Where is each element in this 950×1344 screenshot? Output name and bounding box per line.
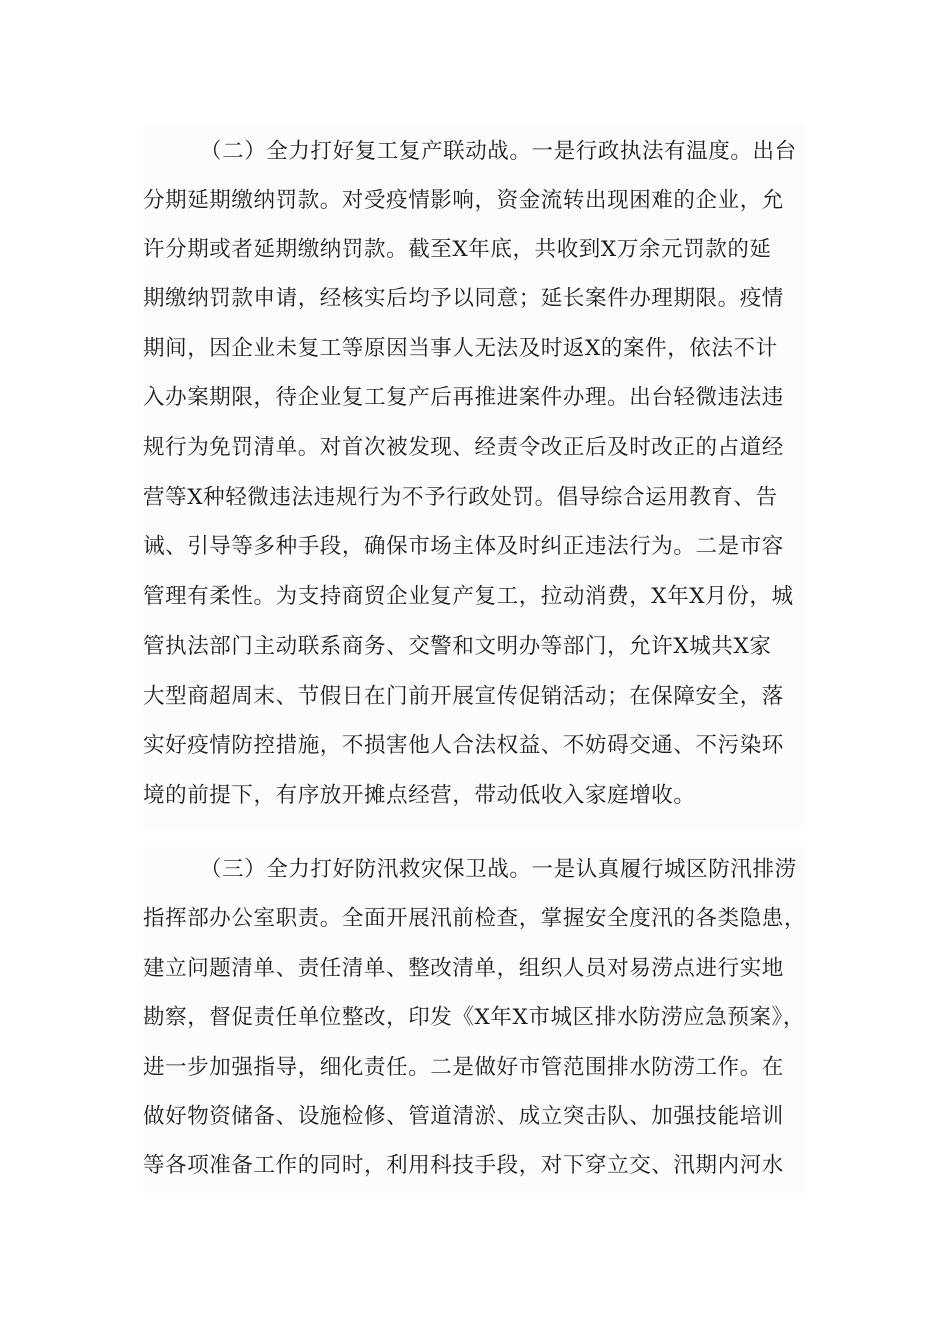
paragraph-line: （二）全力打好复工复产联动战。一是行政执法有温度。出台: [200, 139, 797, 164]
paragraph-line: 分期延期缴纳罚款。对受疫情影响，资金流转出现困难的企业，允: [143, 188, 784, 213]
paragraph-line: 做好物资储备、设施检修、管道清淤、成立突击队、加强技能培训: [143, 1104, 784, 1129]
paragraph-line: 诫、引导等多种手段，确保市场主体及时纠正违法行为。二是市容: [143, 534, 784, 559]
paragraph-line: 进一步加强指导，细化责任。二是做好市管范围排水防涝工作。在: [143, 1055, 784, 1080]
paragraph-line: 境的前提下，有序放开摊点经营，带动低收入家庭增收。: [143, 783, 696, 808]
paragraph-line: 规行为免罚清单。对首次被发现、经责令改正后及时改正的占道经: [143, 435, 784, 460]
paragraph-line: 管理有柔性。为支持商贸企业复产复工，拉动消费，X年X月份，城: [143, 584, 794, 609]
paragraph-line: 勘察，督促责任单位整改，印发《X年X市城区排水防涝应急预案》，: [143, 1005, 805, 1030]
paragraph-line: 期缴纳罚款申请，经核实后均予以同意；延长案件办理期限。疫情: [143, 286, 784, 311]
paragraph-line: 指挥部办公室职责。全面开展汛前检查，掌握安全度汛的各类隐患，: [143, 906, 807, 931]
paragraph-line: 实好疫情防控措施，不损害他人合法权益、不妨碍交通、不污染环: [143, 733, 784, 758]
paragraph-line: 入办案期限，待企业复工复产后再推进案件办理。出台轻微违法违: [143, 385, 784, 410]
paragraph-line: 等各项准备工作的同时，利用科技手段，对下穿立交、汛期内河水: [143, 1153, 784, 1178]
paragraph-line: 营等X种轻微违法违规行为不予行政处罚。倡导综合运用教育、告: [143, 485, 778, 510]
paragraph-line: 许分期或者延期缴纳罚款。截至X年底，共收到X万余元罚款的延: [143, 237, 772, 262]
paragraph-line: 大型商超周末、节假日在门前开展宣传促销活动；在保障安全，落: [143, 684, 784, 709]
paragraph-line: （三）全力打好防汛救灾保卫战。一是认真履行城区防汛排涝: [200, 857, 797, 882]
paragraph-line: 建立问题清单、责任清单、整改清单，组织人员对易涝点进行实地: [143, 956, 784, 981]
paragraph-line: 期间，因企业未复工等原因当事人无法及时返X的案件，依法不计: [143, 336, 778, 361]
paragraph-line: 管执法部门主动联系商务、交警和文明办等部门，允许X城共X家: [143, 634, 772, 659]
